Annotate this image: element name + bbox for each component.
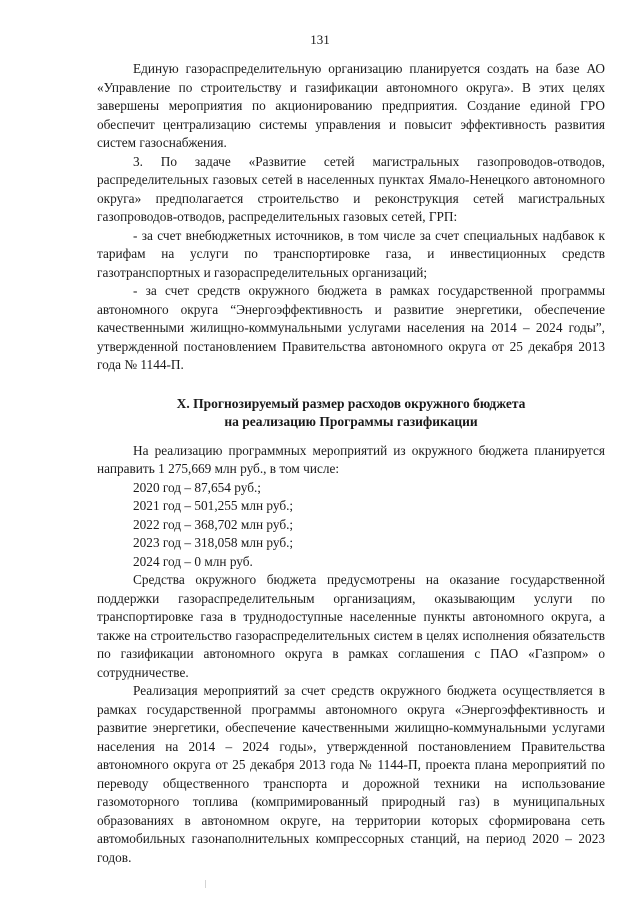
year-line: 2022 год – 368,702 млн руб.; [133,516,294,532]
paragraph-extrabudget: - за счет внебюджетных источников, в том числе за счет специальных надбавок к тарифам на услуги по транспортировке газа, и инвестиционных средств газотранспортных и газораспределительных организаций; [97,227,605,280]
section-title [97,395,605,432]
page-number: 131 [310,32,330,47]
year-line: 2020 год – 87,654 руб.; [133,479,261,495]
document-body [97,60,605,867]
year-line: 2021 год – 501,255 млн руб.; [133,498,294,513]
section-title-line-2: на реализацию Программы газификации [224,414,478,429]
scan-mark [205,880,206,888]
year-line: 2023 год – 318,058 млн руб.; [133,535,294,550]
paragraph-gro: Единую газораспределительную организацию планируется создать на базе АО «Управление по строительству и газификации автономного округа». В этих целях завершены мероприятия по акционированию предприятия. Создание единой ГРО обеспечит централизацию системы управления и повысит эффективность развития систем газоснабжения. [97,61,605,150]
paragraph-funds: Средства окружного бюджета предусмотрены на оказание государственной поддержки газораспределительным организациям, оказывающим услуги по транспортировке газа в труднодоступные населенные пункты автономного округа, а также на строительство газораспределительных систем в целях исполнения обязательств по газификации автономного округа в рамках соглашения с ПАО «Газпром» о сотрудничестве. [97,572,605,680]
section-title-line-1: X. Прогнозируемый размер расходов окружного бюджета [176,395,526,411]
paragraph-district-budget: - за счет средств окружного бюджета в рамках государственной программы автономного округа “Энергоэффективность и развитие энергетики, обеспечение качественными жилищно-коммунальными услугами населения на 2014 – 2024 годы”, утвержденной постановлением Правительства автономного округа от 25 декабря 2013 года № 1144-П. [97,283,605,372]
paragraph-intro: На реализацию программных мероприятий из окружного бюджета планируется направить 1 275,669 млн руб., в том числе: [97,442,605,476]
paragraph-implementation: Реализация мероприятий за счет средств окружного бюджета осуществляется в рамках государственной программы автономного округа «Энергоэффективность и развитие энергетики, обеспечение качественными жилищно-коммунальными услугами населения на 2014 – 2024 годы», утвержденной постановлением Правительства автономного округа от 25 декабря 2013 года № 1144-П, проекта плана мероприятий по переводу общественного транспорта и дорожной техники на использование газомоторного топлива (компримированный природный газ) в муниципальных образованиях в автономном округе, на территории которых сформирована сеть автомобильных газонаполнительных компрессорных станций, на период 2020 – 2023 годов. [97,683,605,865]
paragraph-task-3: 3. По задаче «Развитие сетей магистральных газопроводов-отводов, распределительных газовых сетей в населенных пунктах Ямало-Ненецкого автономного округа» предполагается строительство и реконструкция сетей магистральных газопроводов-отводов, распределительных газовых сетей, ГРП: [97,153,605,224]
year-line: 2024 год – 0 млн руб. [133,553,253,569]
